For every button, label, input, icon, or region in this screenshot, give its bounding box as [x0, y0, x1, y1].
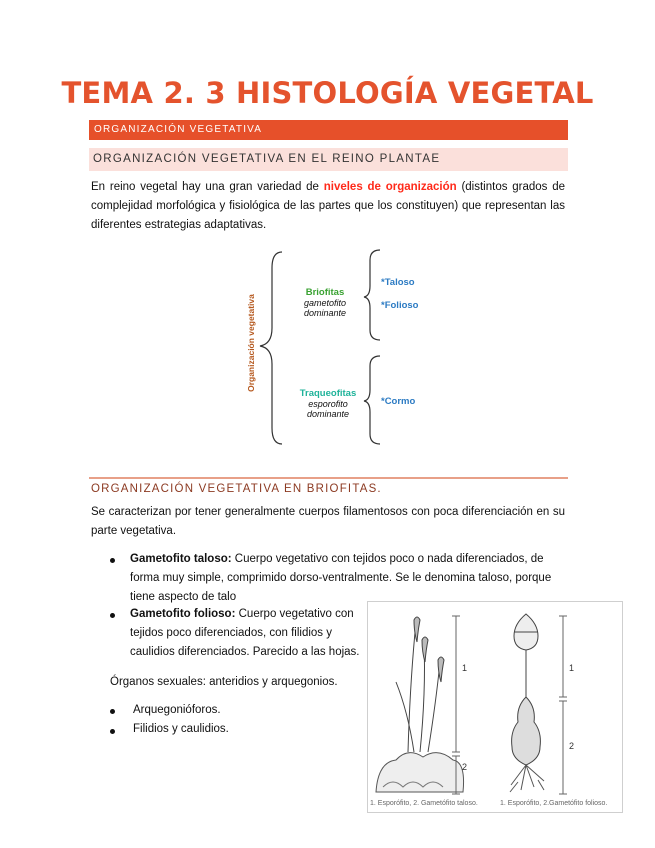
list-item: Filidios y caulidios.: [133, 723, 229, 735]
figure-label-1-right: 1: [569, 663, 575, 673]
moss-illustration: [368, 602, 620, 802]
organos-sexuales: Órganos sexuales: anteridios y arquegonios.: [110, 676, 338, 688]
bullet-dot: [110, 613, 115, 618]
figure-label-1-left: 1: [462, 663, 468, 673]
page-title: TEMA 2. 3 HISTOLOGÍA VEGETAL: [61, 76, 594, 110]
taloso-term: Gametofito taloso:: [130, 553, 232, 565]
sporophyte-right: [514, 614, 538, 697]
traqueofitas-line1: esporofito: [308, 399, 348, 409]
intro-text: En reino vegetal hay una gran variedad de: [91, 181, 324, 193]
item-taloso: *Taloso: [381, 277, 415, 288]
list-item: Arquegonióforos.: [133, 704, 221, 716]
briofitas-heading: ORGANIZACIÓN VEGETATIVA EN BRIOFITAS.: [91, 483, 382, 495]
subsection-bar: ORGANIZACIÓN VEGETATIVA EN EL REINO PLANTAE: [89, 148, 568, 171]
intro-highlight: niveles de organización: [323, 181, 457, 193]
brace-traqueofitas: [364, 356, 380, 444]
bullet-dot: [110, 558, 115, 563]
caption-left: 1. Esporófito, 2. Gametófito taloso.: [370, 800, 478, 807]
section-divider: [89, 477, 568, 479]
briofitas-name: Briofitas: [305, 287, 345, 298]
figure-label-2-left: 2: [462, 762, 468, 772]
bullet-dot: [110, 709, 115, 714]
bullet-folioso-line2: tejidos poco diferenciados, con filidios y: [130, 627, 333, 639]
group-traqueofitas: [290, 388, 366, 419]
sporophyte-left: [396, 617, 444, 752]
intro-paragraph: [91, 178, 565, 235]
big-brace: [260, 252, 282, 444]
intro-text-rest: (distintos grados de complejidad morfológica y fisiológica de las partes que los constituyen) que representan las diferentes estrategias adaptativas.: [91, 181, 566, 231]
item-folioso: *Folioso: [381, 300, 419, 311]
gametophyte-leafy: [512, 697, 541, 765]
bullet-taloso-line1: [130, 550, 565, 569]
taloso-text1: Cuerpo vegetativo con tejidos poco o nada diferenciados, de: [231, 553, 544, 565]
bullet-folioso-line1: [130, 605, 354, 624]
group-briofitas: [290, 287, 360, 318]
bullet-dot: [110, 729, 115, 734]
traqueofitas-line2: dominante: [306, 409, 350, 419]
briofitas-line2: dominante: [303, 308, 347, 318]
bullet-folioso-line3: caulidios diferenciados. Parecido a las hojas.: [130, 646, 360, 658]
briofitas-line1: gametofito: [303, 298, 347, 308]
diagram-vertical-label: Organización vegetativa: [246, 294, 256, 392]
figure-label-2-right: 2: [569, 741, 575, 751]
traqueofitas-name: Traqueofitas: [299, 388, 357, 399]
item-cormo: *Cormo: [381, 396, 416, 407]
folioso-text1: Cuerpo vegetativo con: [235, 608, 354, 620]
bullet-taloso-line3: tiene aspecto de talo: [130, 591, 237, 603]
section-bar: ORGANIZACIÓN VEGETATIVA: [89, 120, 568, 140]
folioso-term: Gametofito folioso:: [130, 608, 236, 620]
thallus: [376, 753, 464, 792]
caption-right: 1. Esporófito, 2.Gametófito folioso.: [500, 800, 608, 807]
briofitas-intro: Se caracterizan por tener generalmente cuerpos filamentosos con poca diferenciación en su parte vegetativa.: [91, 506, 565, 537]
brace-briofitas: [364, 250, 380, 340]
bullet-taloso-line2: forma muy simple, comprimido dorso-ventralmente. Se le denomina taloso, porque: [130, 572, 552, 584]
